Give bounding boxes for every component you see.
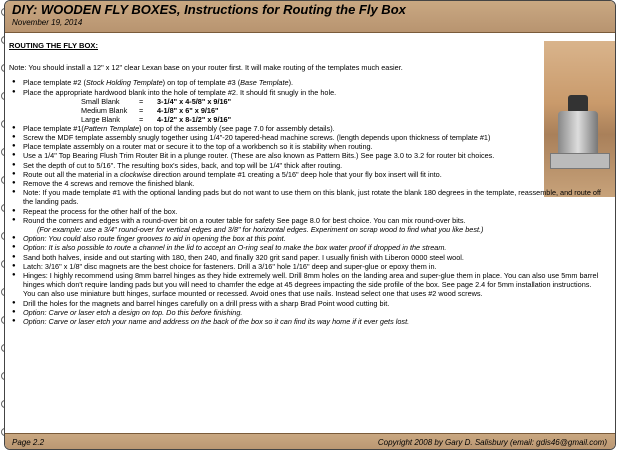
list-item: ● Option: You could also route finger grooves to aid in opening the box at this point. [23, 234, 609, 243]
list-item: ● Repeat the process for the other half of the box. [23, 207, 609, 216]
list-item: ● Note: If you made template #1 with the optional landing pads but do not want to use them on this blank, just rotate the blank 180 degrees in the template, reassemble, and route off the landing pads. [23, 188, 609, 206]
blank-label: Small Blank [81, 96, 120, 106]
steps-list [9, 78, 609, 326]
list-item [23, 216, 609, 234]
step-text: Hinges: I highly recommend using 8mm barrel hinges as they hide extremely well. Drill 8mm holes on the landing area and super-glue them in place. You can also use 5mm barrel hinges which don't require landing pads but you will need to chamfer the edge at 45 degrees impacting the side profile of the box. See page 2.4 for 5mm installation instructions. [23, 271, 599, 290]
list-item: ● Option: Carve or laser etch a design on top. Do this before finishing. [23, 308, 609, 317]
table-row [81, 106, 231, 115]
instructions-content [9, 41, 609, 326]
list-item [23, 124, 609, 133]
step-text: ). [288, 78, 294, 88]
blank-label: Medium Blank [81, 105, 128, 115]
equals-sign: = [139, 105, 144, 115]
step-text: Stock Holding Template [85, 78, 163, 88]
page-date: November 19, 2014 [12, 18, 83, 27]
page-number: Page 2.2 [12, 438, 45, 447]
list-item: ● Latch: 3/16" x 1/8" disc magnets are the best choice for fasteners. Drill a 3/16" hole 1/16" deep and super-glue or epoxy them in. [23, 262, 609, 271]
copyright-notice: Copyright 2008 by Gary D. Salisbury (email: gdis46@gmail.com) [377, 438, 607, 447]
equals-sign: = [139, 114, 144, 124]
section-title: ROUTING THE FLY BOX: [9, 41, 99, 50]
blank-size: 3-1/4" x 4-5/8" x 9/16" [157, 96, 232, 106]
table-row [81, 115, 231, 124]
intro-note: Note: You should install a 12" x 12" clear Lexan base on your router first. It will make routing of the templates much easier. [9, 63, 403, 73]
step-text: clockwise [119, 169, 152, 179]
step-text: direction around template #1 creating a 5/16" deep hole that your fly box insert will fit into. [151, 169, 442, 179]
list-item: ● Place template assembly on a router mat or secure it to the top of a workbench so it is stability when routing. [23, 142, 609, 151]
step-text: (For example: use a 3/4" round-over for vertical edges and 3/8" for horizontal edges. Experiment on scrap wood to find what you like best.) [37, 225, 484, 235]
step-text: Round the corners and edges with a round-over bit on a router table for safety See page 8.0 for best choice. You can mix round-over bits. [23, 215, 466, 225]
blank-size: 4-1/2" x 8-1/2" x 9/16" [157, 114, 232, 124]
list-item: ● Set the depth of cut to 5/16". The resulting box's sides, back, and top will be 1/4" thick after routing. [23, 161, 609, 170]
step-text: You can also use miniature butt hinges, surface mounted or recessed. Avoid ones that use nails. Instead select one that uses #2 wood screws. [23, 289, 483, 299]
step-text: Place the appropriate hardwood blank into the hole of template #2. It should fit snugly in the hole. [23, 87, 337, 97]
list-item: ● Sand both halves, inside and out starting with 180, then 240, and finally 320 grit sand paper. I usually finish with Liberon 0000 steel wool. [23, 253, 609, 262]
list-item [23, 170, 609, 179]
blank-label: Large Blank [81, 114, 120, 124]
step-text: Place template #1( [23, 123, 84, 133]
list-item: ● Option: Carve or laser etch your name and address on the back of the box so it can find its way home if it ever gets lost. [23, 317, 609, 326]
page-footer [5, 433, 615, 450]
list-item: ● Option: It is also possible to route a channel in the lid to accept an O-ring seal to make the box water proof if dropped in the stream. [23, 243, 609, 252]
list-item: ● Screw the MDF template assembly snugly together using 1/4"-20 tapered-head machine screws. (length depends upon thickness of template #1) [23, 133, 609, 142]
blank-sizes-table [81, 97, 231, 124]
step-text: ) on top of template #3 ( [162, 78, 241, 88]
table-row [81, 97, 231, 106]
list-item: ● Use a 1/4" Top Bearing Flush Trim Router Bit in a plunge router. (These are also known as Pattern Bits.) See page 3.0 to 3.2 for router bit choices. [23, 151, 609, 160]
page-header [5, 1, 615, 33]
list-item: ● Remove the 4 screws and remove the finished blank. [23, 179, 609, 188]
step-text: Route out all the material in a [23, 169, 120, 179]
list-item [23, 78, 609, 87]
step-text: Pattern Template [83, 123, 140, 133]
step-text: Base Template [240, 78, 289, 88]
list-item: ● Drill the holes for the magnets and barrel hinges carefully on a drill press with a sharp Brad Point wood cutting bit. [23, 299, 609, 308]
blank-size: 4-1/8" x 6" x 9/16" [157, 105, 219, 115]
step-text: Place template #2 ( [23, 78, 86, 88]
list-item [23, 271, 609, 299]
list-item [23, 88, 609, 124]
step-text: ) on top of the assembly (see page 7.0 for assembly details). [139, 123, 335, 133]
page-title: DIY: WOODEN FLY BOXES, Instructions for Routing the Fly Box [12, 2, 406, 17]
document-page [4, 0, 616, 450]
equals-sign: = [139, 96, 144, 106]
